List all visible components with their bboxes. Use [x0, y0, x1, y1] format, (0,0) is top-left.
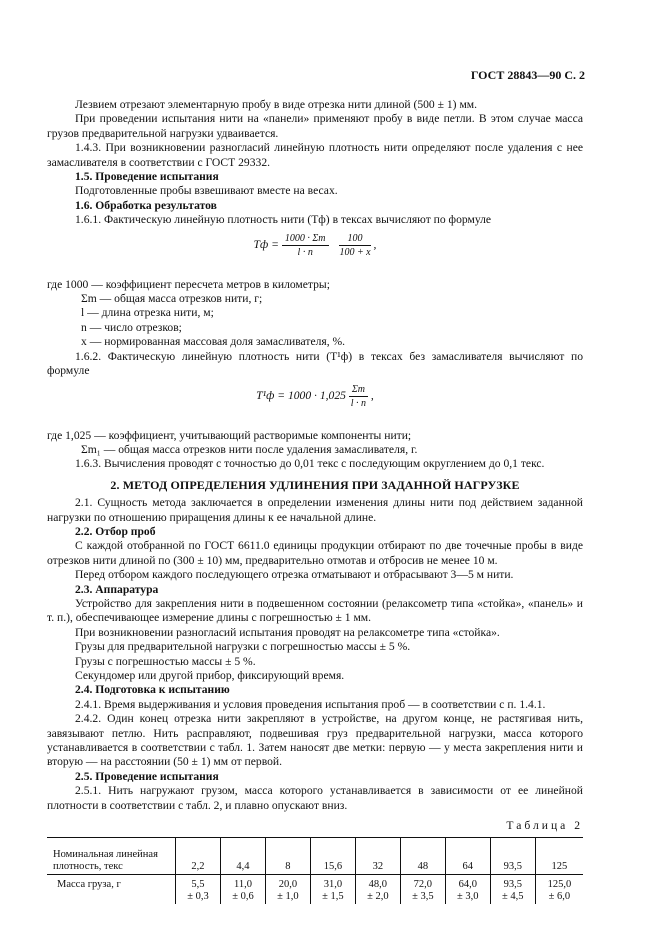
table-cell: [490, 875, 535, 905]
where-list-1: [47, 278, 583, 350]
mass-value: 31,0: [323, 879, 343, 891]
paragraph: Секундомер или другой прибор, фиксирующий время.: [75, 669, 345, 682]
paragraph: Грузы с погрешностью массы ± 5 %.: [75, 654, 256, 668]
paragraph: 2.5.1. Нить нагружают грузом, масса которого устанавливается в зависимости от ее линейной плотности в соответствии с табл. 2, и плавно опускают вниз.: [47, 784, 583, 812]
mass-value: 125,0: [547, 879, 572, 891]
formula-end: ,: [370, 388, 374, 402]
table-header-cell: 2,2: [176, 838, 221, 875]
mass-value: 20,0: [278, 879, 298, 891]
table-row: [47, 875, 583, 905]
table-header-cell: 15,6: [310, 838, 355, 875]
where-item: где 1000 — коэффициент пересчета метров в километры;: [47, 277, 330, 291]
fraction: [282, 232, 329, 259]
section-heading: 2.2. Отбор проб: [75, 524, 156, 538]
numerator: Σm: [349, 383, 368, 397]
table-cell: [535, 875, 583, 905]
formula-lhs: T¹ф = 1000 · 1,025: [256, 388, 346, 402]
where-item: x — нормированная массовая доля замасливателя, %.: [81, 335, 346, 349]
where-item: Σm₁ — общая масса отрезков нити после удаления замасливателя, г.: [81, 442, 418, 456]
section-heading: 1.5. Проведение испытания: [75, 170, 219, 184]
table-cell: [220, 875, 265, 905]
formula-2: [47, 383, 583, 423]
paragraph: 1.4.3. При возникновении разногласий линейную плотность нити определяют после удаления с нее замасливателя в соответствии с ГОСТ 29332.: [47, 141, 583, 169]
table-row-label: Масса груза, г: [57, 879, 121, 891]
section-heading: 2.3. Аппаратура: [75, 582, 159, 596]
table-caption: Таблица 2: [506, 819, 583, 833]
where-item: Σm — общая масса отрезков нити, г;: [81, 292, 263, 306]
denominator: 100 + x: [339, 246, 371, 258]
table-header-cell: 8: [265, 838, 310, 875]
chapter-heading: 2. МЕТОД ОПРЕДЕЛЕНИЯ УДЛИНЕНИЯ ПРИ ЗАДАННОЙ НАГРУЗКЕ: [110, 477, 520, 492]
table-cell: [265, 875, 310, 905]
mass-tolerance: ± 4,5: [502, 891, 524, 903]
mass-tolerance: ± 3,5: [412, 891, 434, 903]
mass-tolerance: ± 3,0: [457, 891, 479, 903]
paragraph: 1.6.3. Вычисления проводят с точностью до 0,01 текс с последующим округлением до 0,1 текс.: [75, 457, 545, 471]
paragraph: Устройство для закрепления нити в подвешенном состоянии (релаксометр типа «стойка», «панель» и т. п.), обеспечивающее измерение длины с погрешностью ± 1 мм.: [47, 596, 583, 625]
table-cell: [355, 875, 400, 905]
fraction: [339, 232, 370, 259]
document-body: [47, 98, 583, 904]
paragraph: 2.4.1. Время выдерживания и условия проведения испытания проб — в соответствии с п. 1.4.1.: [75, 697, 546, 711]
mass-tolerance: ± 1,5: [322, 891, 344, 903]
numerator: 1000 · Σm: [282, 232, 329, 246]
mass-tolerance: ± 6,0: [548, 891, 571, 903]
table-header-cell: 4,4: [220, 838, 265, 875]
table-header-cell: 48: [400, 838, 445, 875]
paragraph: Лезвием отрезают элементарную пробу в виде отрезка нити длиной (500 ± 1) мм.: [75, 98, 478, 111]
formula-lhs: Tф =: [253, 237, 279, 251]
formula-end: ,: [373, 237, 377, 251]
table-cell: [310, 875, 355, 905]
denominator: l · n: [350, 397, 367, 409]
mass-tolerance: ± 0,3: [187, 891, 209, 903]
section-heading: 2.5. Проведение испытания: [75, 769, 219, 783]
fraction: [349, 383, 368, 410]
numerator: 100: [339, 232, 370, 246]
mass-value: 64,0: [458, 879, 477, 891]
where-item: n — число отрезков;: [81, 320, 182, 334]
paragraph: Перед отбором каждого последующего отрезка отматывают и отбрасывают 3—5 м нити.: [75, 568, 514, 582]
table-cell: [445, 875, 490, 905]
where-item: l — длина отрезка нити, м;: [81, 306, 214, 320]
table-header-cell: 125: [535, 838, 583, 875]
paragraph: 2.1. Сущность метода заключается в определении изменения длины нити под действием заданной нагрузки по отношению приращения длины к ее начальной длине.: [47, 496, 583, 524]
mass-value: 48,0: [368, 879, 388, 891]
table-2: [47, 837, 583, 904]
mass-value: 11,0: [233, 879, 252, 891]
paragraph: Подготовленные пробы взвешивают вместе на весах.: [75, 184, 338, 198]
mass-tolerance: ± 2,0: [367, 891, 389, 903]
paragraph: 1.6.1. Фактическую линейную плотность нити (Tф) в тексах вычисляют по формуле: [75, 213, 492, 227]
mass-tolerance: ± 0,6: [232, 891, 254, 903]
table-header-row: [47, 838, 583, 875]
section-heading: 1.6. Обработка результатов: [75, 198, 217, 212]
formula-1: [47, 232, 583, 272]
table-header-label: Номинальная линейная плотность, текс: [47, 838, 176, 875]
where-list-2: [47, 429, 583, 458]
mass-value: 5,5: [191, 879, 205, 891]
mass-value: 72,0: [413, 879, 433, 891]
where-item: где 1,025 — коэффициент, учитывающий растворимые компоненты нити;: [47, 428, 412, 442]
paragraph: 2.4.2. Один конец отрезка нити закрепляют в устройстве, на другом конце, не растягивая нить, завязывают петлю. Нить расправляют, подвешивая груз предварительной нагрузки, масса которого устанавливается в соответствии с табл. 1. Затем наносят две метки: первую — у места закрепления нити и вторую — на расстоянии (50 ± 1) мм от первой.: [47, 712, 583, 769]
table-header-cell: 64: [445, 838, 490, 875]
denominator: l · n: [297, 246, 313, 258]
table-header-cell: 32: [355, 838, 400, 875]
paragraph: При возникновении разногласий испытания проводят на релаксометре типа «стойка».: [75, 625, 500, 639]
paragraph: При проведении испытания нити на «панели» применяют пробу в виде петли. В этом случае масса грузов предварительной нагрузки удваивается.: [47, 112, 583, 140]
table-cell: [176, 875, 221, 905]
table-cell: [400, 875, 445, 905]
paragraph: Грузы для предварительной нагрузки с погрешностью массы ± 5 %.: [75, 640, 411, 654]
paragraph: С каждой отобранной по ГОСТ 6611.0 единицы продукции отбирают по две точечные пробы в виде отрезков нити длиной по (300 ± 10) мм, предварительно отмотав и отбросив не менее 10 м.: [47, 539, 583, 567]
table-header-cell: 93,5: [490, 838, 535, 875]
paragraph: 1.6.2. Фактическую линейную плотность нити (T¹ф) в тексах без замасливателя вычисляют по формуле: [47, 349, 583, 378]
page-header: ГОСТ 28843—90 С. 2: [470, 68, 585, 82]
mass-value: 93,5: [503, 879, 522, 891]
mass-tolerance: ± 1,0: [277, 891, 299, 903]
section-heading: 2.4. Подготовка к испытанию: [75, 683, 230, 697]
